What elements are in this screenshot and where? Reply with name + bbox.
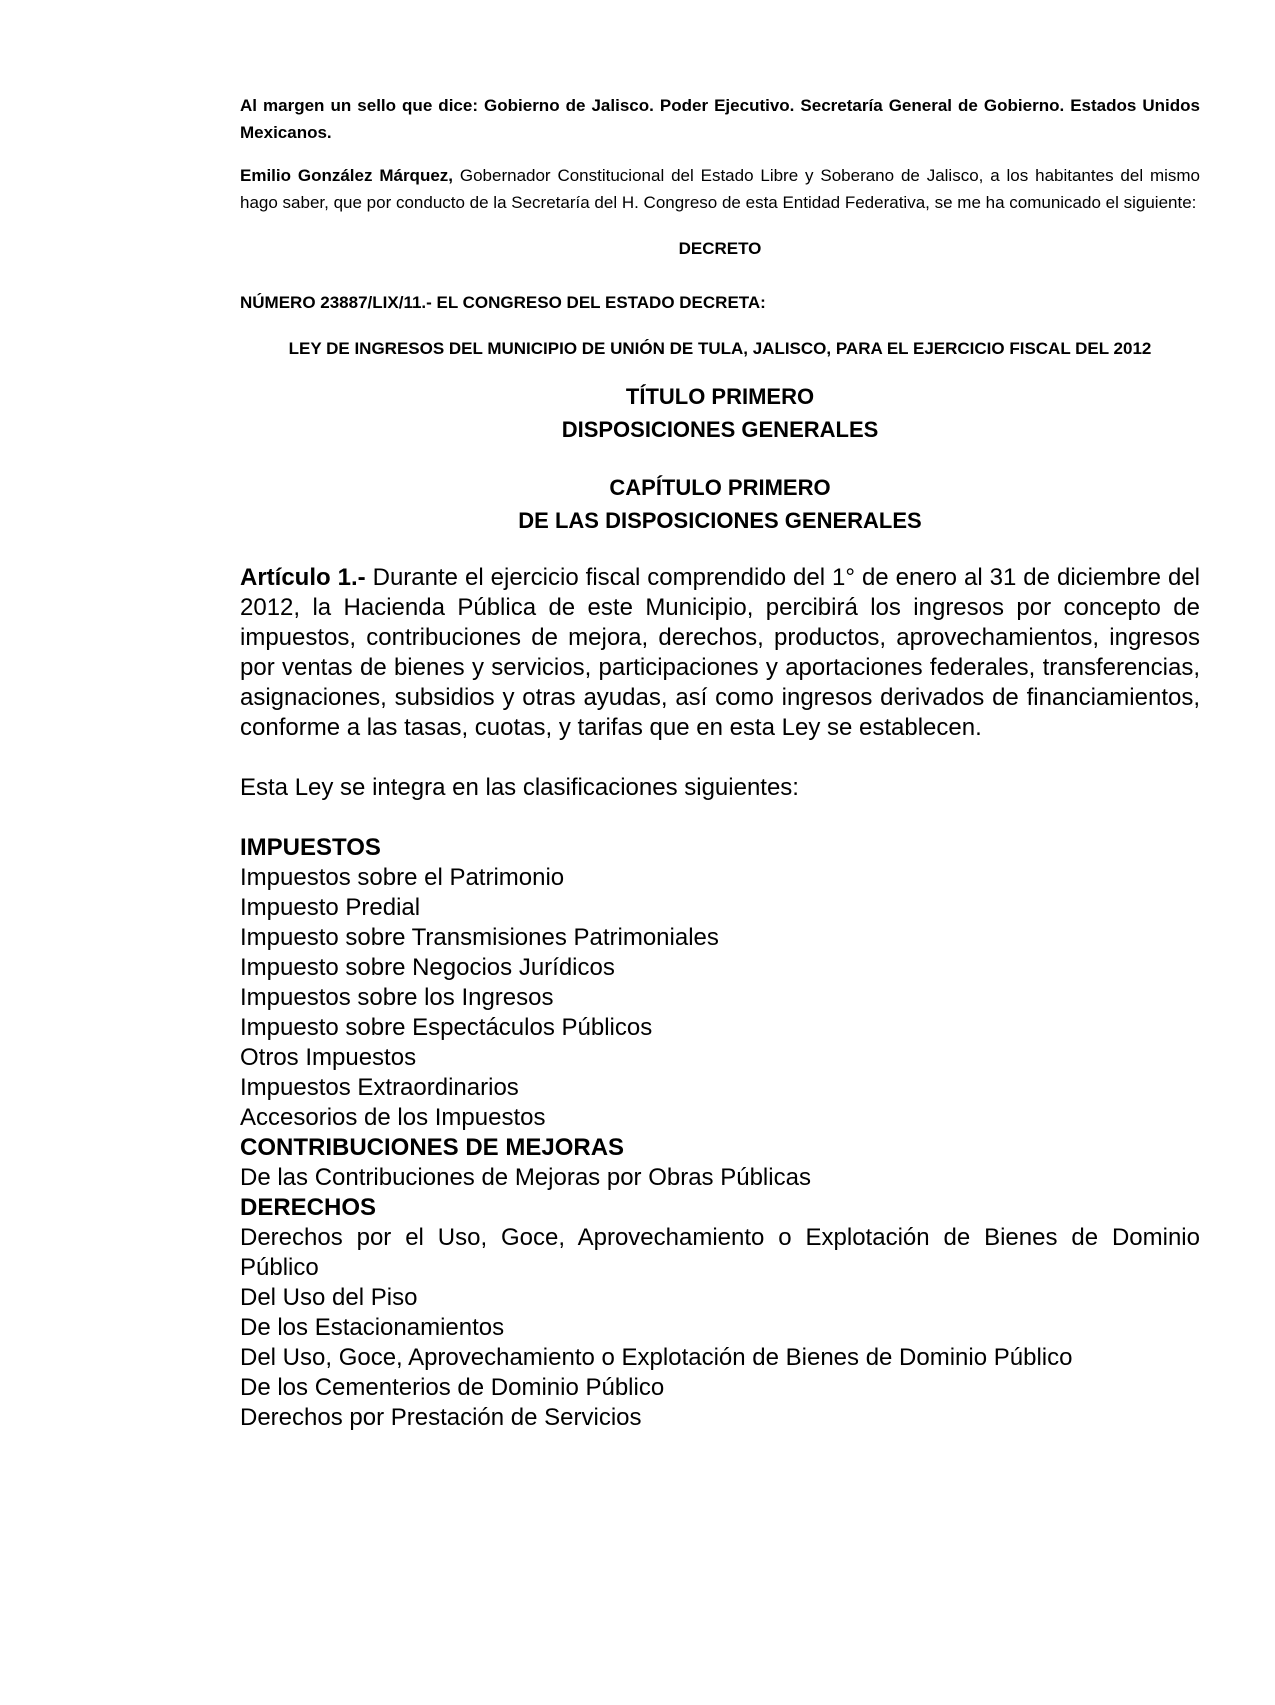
- list-item: De los Cementerios de Dominio Público: [240, 1374, 665, 1401]
- list-item: De los Estacionamientos: [240, 1314, 505, 1341]
- law-title: LEY DE INGRESOS DEL MUNICIPIO DE UNIÓN DE TULA, JALISCO, PARA EL EJERCICIO FISCAL DEL 2012: [288, 339, 1152, 358]
- chapter-heading: [240, 471, 1200, 537]
- list-item: Del Uso del Piso: [240, 1284, 418, 1311]
- chapter-line-2: DE LAS DISPOSICIONES GENERALES: [518, 508, 922, 533]
- list-item: Otros Impuestos: [240, 1044, 417, 1071]
- heading-contribuciones: CONTRIBUCIONES DE MEJORAS: [240, 1134, 625, 1161]
- chapter-line-1: CAPÍTULO PRIMERO: [609, 475, 831, 500]
- list-item: Del Uso, Goce, Aprovechamiento o Explotación de Bienes de Dominio Público: [240, 1344, 1073, 1371]
- intro-block: [240, 92, 1200, 1433]
- list-item: Accesorios de los Impuestos: [240, 1104, 546, 1131]
- title-line-1: TÍTULO PRIMERO: [625, 384, 815, 409]
- list-item: Impuestos Extraordinarios: [240, 1074, 519, 1101]
- title-heading: [240, 380, 1200, 446]
- list-item: Impuesto sobre Transmisiones Patrimoniales: [240, 924, 719, 951]
- list-item: Impuesto sobre Negocios Jurídicos: [240, 954, 615, 981]
- seal-notice: Al margen un sello que dice: Gobierno de Jalisco. Poder Ejecutivo. Secretaría General de Gobierno. Estados Unidos Mexicanos.: [240, 96, 1200, 142]
- heading-derechos: DERECHOS: [240, 1194, 377, 1221]
- article-1-paragraph: [240, 563, 1200, 743]
- governor-text: Gobernador Constitucional del Estado Libre y Soberano de Jalisco, a los habitantes del mismo hago saber, que por conducto de la Secretaría del H. Congreso de esta Entidad Federativa, se me ha comunicado el siguiente:: [240, 166, 1200, 212]
- list-item: Derechos por Prestación de Servicios: [240, 1404, 642, 1431]
- classification-intro: Esta Ley se integra en las clasificaciones siguientes:: [240, 774, 799, 801]
- title-line-2: DISPOSICIONES GENERALES: [561, 417, 879, 442]
- list-item: Impuestos sobre el Patrimonio: [240, 864, 565, 891]
- list-item: Derechos por el Uso, Goce, Aprovechamiento o Explotación de Bienes de Dominio Público: [240, 1224, 1200, 1281]
- list-item: De las Contribuciones de Mejoras por Obras Públicas: [240, 1164, 811, 1191]
- decreto-heading: DECRETO: [678, 239, 762, 258]
- decree-number: NÚMERO 23887/LIX/11.- EL CONGRESO DEL ESTADO DECRETA:: [240, 293, 766, 312]
- article-1-text: Durante el ejercicio fiscal comprendido del 1° de enero al 31 de diciembre del 2012, la Hacienda Pública de este Municipio, percibirá los ingresos por concepto de impuestos, contribuciones de mejora, derechos, productos, aprovechamientos, ingresos por ventas de bienes y servicios, participaciones y aportaciones federales, transferencias, asignaciones, subsidios y otras ayudas, así como ingresos derivados de financiamientos, conforme a las tasas, cuotas, y tarifas que en esta Ley se establecen.: [240, 564, 1201, 741]
- list-item: Impuesto Predial: [240, 894, 421, 921]
- classification-list: [240, 833, 1200, 1433]
- governor-paragraph: [240, 162, 1200, 216]
- governor-name: Emilio González Márquez,: [240, 166, 454, 185]
- list-item: Impuestos sobre los Ingresos: [240, 984, 554, 1011]
- heading-impuestos: IMPUESTOS: [240, 834, 381, 861]
- list-item: Impuesto sobre Espectáculos Públicos: [240, 1014, 653, 1041]
- article-1-label: Artículo 1.-: [240, 564, 366, 591]
